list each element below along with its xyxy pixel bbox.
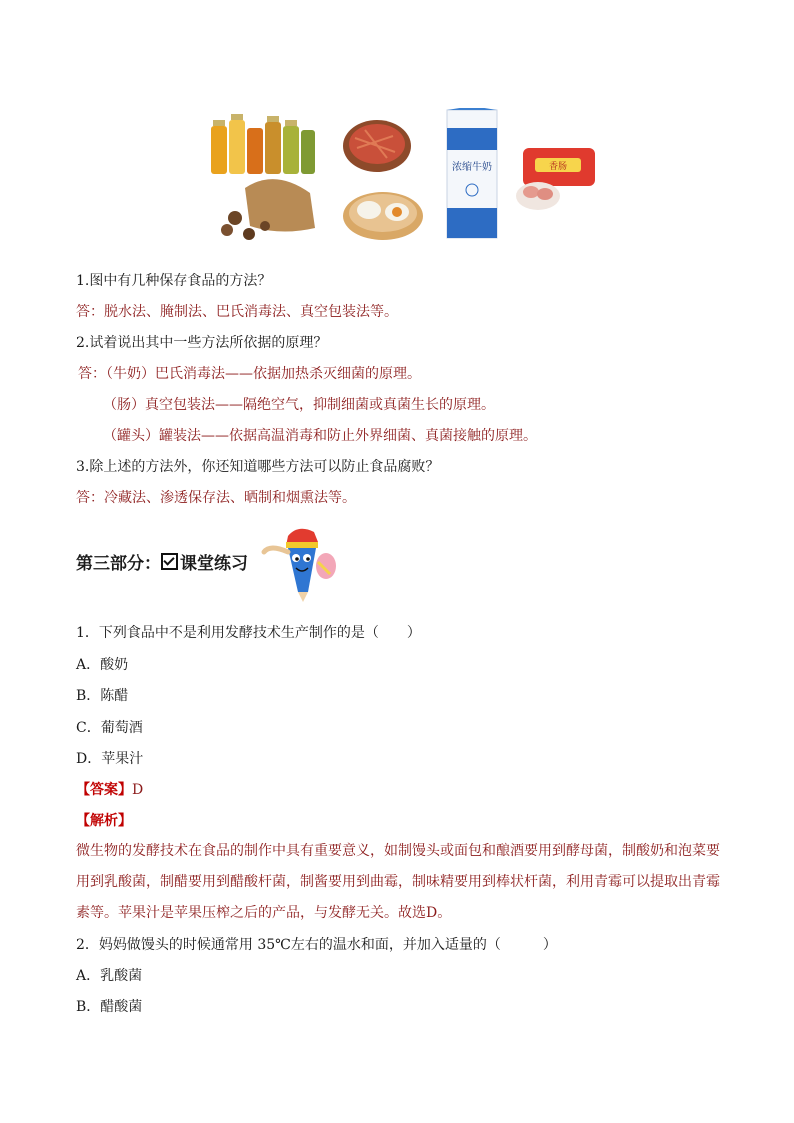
section-title (76, 550, 248, 578)
intro-question-3: 3.除上述的方法外，你还知道哪些方法可以防止食品腐败？ (76, 459, 440, 475)
practice-q2-option-b: B．醋酸菌 (76, 999, 143, 1015)
sausage-pack-image (516, 148, 595, 210)
answer-label: 【答案】 (76, 782, 132, 798)
practice-q1-option-b: B．陈醋 (76, 688, 129, 704)
checkbox-icon (161, 553, 178, 570)
dried-meat-bowl-image (343, 120, 411, 172)
salted-eggs-image (343, 192, 423, 240)
canned-jars-image (211, 114, 315, 174)
sausage-label: 香肠 (548, 162, 568, 172)
practice-q1-option-a: A．酸奶 (76, 657, 129, 673)
section-title-prefix: 第三部分： (76, 554, 161, 574)
pencil-mascot-icon (258, 522, 342, 604)
practice-question-1: 1．下列食品中不是利用发酵技术生产制作的是（ ） (76, 625, 421, 641)
practice-q1-option-d: D．苹果汁 (76, 751, 144, 767)
intro-answer-1: 答：脱水法、腌制法、巴氏消毒法、真空包装法等。 (76, 304, 398, 320)
intro-answer-2-can: （罐头）罐装法——依据高温消毒和防止外界细菌、真菌接触的原理。 (103, 428, 537, 444)
dried-mushroom-sack-image (221, 179, 315, 240)
practice-q2-option-a: A．乳酸菌 (76, 968, 143, 984)
analysis-text: 微生物的发酵技术在食品的制作中具有重要意义，如制馒头或面包和酿酒要用到酵母菌，制酸奶和泡菜要用到乳酸菌，制醋要用到醋酸杆菌，制酱要用到曲霉，制味精要用到棒状杆菌，利用青霉可以提取出青霉素等。苹果汁是苹果压榨之后的产品，与发酵无关。故选D。 (76, 843, 720, 921)
milk-carton-image (447, 108, 497, 238)
answer-value: D (132, 782, 144, 798)
intro-question-1: 1.图中有几种保存食品的方法？ (76, 273, 272, 289)
intro-question-2: 2.试着说出其中一些方法所依据的原理？ (76, 335, 328, 351)
intro-answer-3: 答：冷藏法、渗透保存法、晒制和烟熏法等。 (76, 490, 356, 506)
answer-line (76, 780, 143, 800)
intro-answer-2-milk: 答：（牛奶）巴氏消毒法——依据加热杀灭细菌的原理。 (78, 366, 421, 382)
milk-label: 浓缩牛奶 (452, 162, 492, 173)
intro-answer-2-sausage: （肠）真空包装法——隔绝空气，抑制细菌或真菌生长的原理。 (103, 397, 495, 413)
analysis-label: 【解析】 (76, 813, 132, 829)
analysis-label-line (76, 811, 132, 831)
practice-q1-option-c: C．葡萄酒 (76, 720, 143, 736)
practice-question-2: 2．妈妈做馒头的时候通常用 35℃左右的温水和面，并加入适量的（ ） (76, 937, 557, 953)
food-preservation-image (205, 108, 600, 243)
section-title-text: 课堂练习 (180, 554, 248, 574)
